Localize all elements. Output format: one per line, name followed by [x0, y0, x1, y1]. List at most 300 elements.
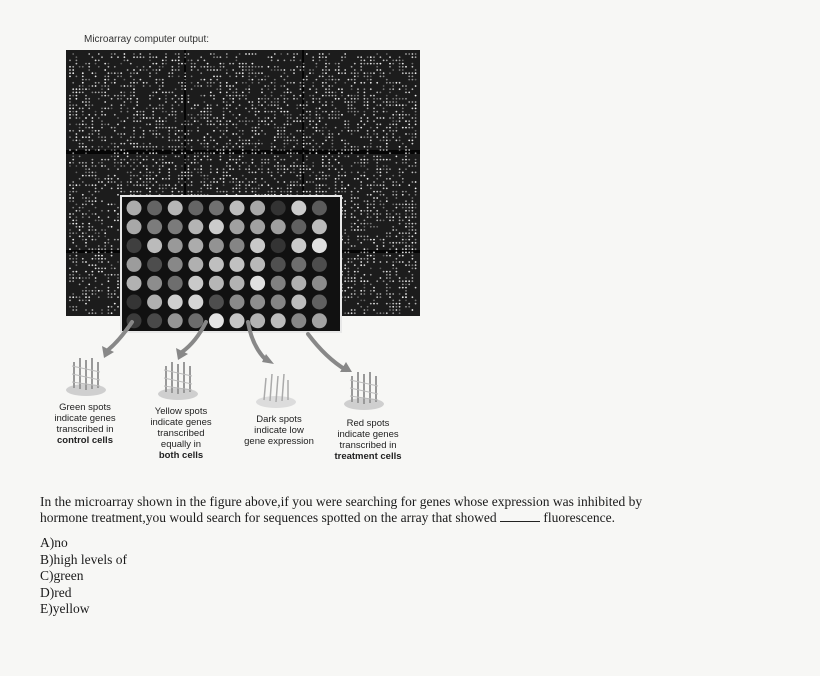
array-spot — [69, 66, 71, 68]
array-spot — [188, 143, 190, 145]
array-spot — [184, 124, 186, 126]
array-spot — [130, 63, 132, 65]
array-spot — [405, 216, 407, 218]
array-spot — [108, 239, 110, 241]
array-spot — [120, 98, 122, 100]
array-spot — [300, 69, 302, 71]
array-spot — [204, 117, 206, 119]
array-spot — [213, 117, 215, 119]
array-spot — [354, 280, 356, 282]
array-spot — [101, 258, 103, 260]
array-spot — [284, 191, 286, 193]
array-spot — [408, 114, 410, 116]
array-spot — [328, 76, 330, 78]
array-spot — [200, 124, 202, 126]
array-spot — [114, 210, 116, 212]
array-spot — [396, 194, 398, 196]
array-spot — [197, 85, 199, 87]
array-spot — [325, 104, 327, 106]
array-spot — [95, 277, 97, 279]
array-spot — [213, 140, 215, 142]
array-spot — [79, 277, 81, 279]
array-spot — [200, 175, 202, 177]
array-spot — [226, 130, 228, 132]
array-spot — [264, 95, 266, 97]
array-spot — [290, 92, 292, 94]
array-spot — [136, 156, 138, 158]
zoom-spot — [209, 295, 224, 310]
array-spot — [293, 165, 295, 167]
array-spot — [383, 181, 385, 183]
array-spot — [373, 63, 375, 65]
array-spot — [114, 152, 116, 154]
array-spot — [159, 108, 161, 110]
caption-bold: treatment cells — [334, 451, 402, 462]
array-spot — [172, 152, 174, 154]
array-spot — [104, 178, 106, 180]
array-spot — [306, 156, 308, 158]
question-line-2 — [40, 510, 780, 526]
array-spot — [380, 296, 382, 298]
array-spot — [72, 258, 74, 260]
array-spot — [72, 309, 74, 311]
array-spot — [408, 184, 410, 186]
array-spot — [69, 274, 71, 276]
array-spot — [335, 82, 337, 84]
array-spot — [248, 79, 250, 81]
array-spot — [88, 229, 90, 231]
array-spot — [210, 85, 212, 87]
array-spot — [104, 82, 106, 84]
array-spot — [248, 76, 250, 78]
array-spot — [162, 178, 164, 180]
array-spot — [104, 165, 106, 167]
array-spot — [255, 127, 257, 129]
array-spot — [399, 56, 401, 58]
array-spot — [380, 124, 382, 126]
array-spot — [159, 168, 161, 170]
array-spot — [117, 188, 119, 190]
array-spot — [140, 69, 142, 71]
array-spot — [104, 76, 106, 78]
zoom-spot — [127, 313, 142, 328]
array-spot — [213, 181, 215, 183]
array-spot — [242, 69, 244, 71]
array-spot — [396, 98, 398, 100]
array-spot — [178, 130, 180, 132]
array-spot — [191, 172, 193, 174]
array-spot — [412, 133, 414, 135]
array-spot — [232, 92, 234, 94]
array-spot — [111, 268, 113, 270]
option-b[interactable]: B)high levels of — [40, 551, 127, 567]
array-spot — [376, 133, 378, 135]
array-spot — [229, 63, 231, 65]
array-spot — [402, 72, 404, 74]
array-spot — [245, 120, 247, 122]
array-spot — [200, 159, 202, 161]
array-spot — [415, 207, 417, 209]
array-spot — [178, 104, 180, 106]
array-spot — [114, 181, 116, 183]
array-spot — [303, 79, 305, 81]
array-spot — [322, 72, 324, 74]
array-spot — [197, 191, 199, 193]
array-spot — [152, 184, 154, 186]
array-spot — [386, 178, 388, 180]
array-spot — [146, 168, 148, 170]
array-spot — [204, 156, 206, 158]
array-spot — [213, 76, 215, 78]
array-spot — [399, 242, 401, 244]
array-spot — [405, 146, 407, 148]
array-spot — [255, 191, 257, 193]
array-spot — [357, 197, 359, 199]
array-spot — [389, 213, 391, 215]
array-spot — [376, 111, 378, 113]
array-spot — [216, 181, 218, 183]
array-spot — [389, 296, 391, 298]
array-spot — [239, 191, 241, 193]
array-spot — [386, 252, 388, 254]
array-spot — [172, 76, 174, 78]
array-spot — [373, 242, 375, 244]
array-spot — [415, 204, 417, 206]
array-spot — [348, 79, 350, 81]
array-spot — [127, 181, 129, 183]
array-spot — [392, 264, 394, 266]
array-spot — [200, 111, 202, 113]
array-spot — [245, 82, 247, 84]
array-spot — [114, 239, 116, 241]
array-spot — [143, 152, 145, 154]
array-spot — [117, 248, 119, 250]
array-spot — [386, 101, 388, 103]
array-spot — [108, 76, 110, 78]
array-spot — [309, 143, 311, 145]
array-spot — [380, 76, 382, 78]
array-spot — [191, 162, 193, 164]
array-spot — [351, 101, 353, 103]
array-spot — [383, 140, 385, 142]
array-spot — [79, 162, 81, 164]
array-spot — [69, 95, 71, 97]
array-spot — [316, 184, 318, 186]
array-spot — [370, 95, 372, 97]
zoom-spot — [271, 276, 286, 291]
array-spot — [255, 146, 257, 148]
array-spot — [98, 130, 100, 132]
array-spot — [412, 216, 414, 218]
array-spot — [82, 92, 84, 94]
array-spot — [415, 72, 417, 74]
array-spot — [248, 120, 250, 122]
array-spot — [405, 53, 407, 55]
array-spot — [152, 95, 154, 97]
array-spot — [188, 168, 190, 170]
array-spot — [152, 108, 154, 110]
array-spot — [402, 104, 404, 106]
array-spot — [328, 136, 330, 138]
array-spot — [82, 175, 84, 177]
array-spot — [412, 79, 414, 81]
array-spot — [136, 146, 138, 148]
array-spot — [396, 271, 398, 273]
array-spot — [370, 255, 372, 257]
array-spot — [226, 82, 228, 84]
array-spot — [328, 69, 330, 71]
array-spot — [242, 72, 244, 74]
array-spot — [85, 245, 87, 247]
array-spot — [226, 124, 228, 126]
array-spot — [344, 140, 346, 142]
array-spot — [120, 181, 122, 183]
array-spot — [258, 149, 260, 151]
array-spot — [226, 72, 228, 74]
array-spot — [178, 69, 180, 71]
array-spot — [76, 277, 78, 279]
zoom-spot — [127, 276, 142, 291]
array-spot — [95, 280, 97, 282]
answer-blank — [500, 511, 540, 522]
array-spot — [92, 117, 94, 119]
array-spot — [98, 252, 100, 254]
array-spot — [204, 152, 206, 154]
array-spot — [184, 175, 186, 177]
array-spot — [335, 184, 337, 186]
array-spot — [386, 293, 388, 295]
caption-line: gene expression — [244, 436, 314, 447]
array-spot — [76, 223, 78, 225]
array-spot — [338, 72, 340, 74]
array-spot — [152, 111, 154, 113]
array-spot — [341, 140, 343, 142]
array-spot — [274, 178, 276, 180]
array-spot — [252, 152, 254, 154]
array-spot — [165, 56, 167, 58]
array-spot — [95, 72, 97, 74]
array-spot — [258, 168, 260, 170]
array-spot — [325, 184, 327, 186]
array-spot — [133, 108, 135, 110]
array-spot — [175, 120, 177, 122]
option-a[interactable]: A)no — [40, 535, 68, 550]
array-spot — [124, 101, 126, 103]
array-spot — [386, 210, 388, 212]
array-spot — [172, 98, 174, 100]
array-spot — [392, 268, 394, 270]
array-spot — [101, 271, 103, 273]
array-spot — [296, 140, 298, 142]
array-spot — [168, 175, 170, 177]
array-spot — [114, 293, 116, 295]
array-spot — [152, 63, 154, 65]
array-spot — [322, 184, 324, 186]
array-spot — [232, 181, 234, 183]
array-spot — [316, 143, 318, 145]
array-spot — [383, 255, 385, 257]
array-spot — [252, 104, 254, 106]
array-spot — [325, 79, 327, 81]
array-spot — [405, 306, 407, 308]
array-spot — [114, 268, 116, 270]
array-spot — [149, 143, 151, 145]
array-spot — [255, 53, 257, 55]
array-spot — [104, 79, 106, 81]
array-spot — [108, 95, 110, 97]
array-spot — [344, 149, 346, 151]
array-spot — [341, 152, 343, 154]
array-spot — [124, 60, 126, 62]
array-spot — [159, 79, 161, 81]
array-spot — [303, 136, 305, 138]
arrow-red — [308, 334, 346, 370]
array-spot — [370, 293, 372, 295]
array-spot — [130, 101, 132, 103]
array-spot — [335, 149, 337, 151]
array-spot — [216, 188, 218, 190]
array-spot — [82, 290, 84, 292]
array-spot — [274, 82, 276, 84]
question-line-1: In the microarray shown in the figure above,if you were searching for genes whose expression was inhibited by — [40, 494, 643, 509]
array-spot — [354, 312, 356, 314]
array-spot — [380, 172, 382, 174]
array-spot — [210, 165, 212, 167]
array-spot — [412, 76, 414, 78]
array-spot — [162, 162, 164, 164]
array-spot — [88, 140, 90, 142]
array-spot — [136, 56, 138, 58]
array-spot — [255, 152, 257, 154]
option-e[interactable]: E)yellow — [40, 601, 90, 616]
array-spot — [242, 66, 244, 68]
array-spot — [104, 95, 106, 97]
array-spot — [69, 197, 71, 199]
array-spot — [98, 268, 100, 270]
array-spot — [284, 140, 286, 142]
array-spot — [149, 191, 151, 193]
array-spot — [325, 111, 327, 113]
array-spot — [226, 175, 228, 177]
array-spot — [287, 188, 289, 190]
array-spot — [248, 143, 250, 145]
array-spot — [236, 184, 238, 186]
array-spot — [114, 146, 116, 148]
array-spot — [258, 101, 260, 103]
array-spot — [386, 197, 388, 199]
array-spot — [383, 271, 385, 273]
array-spot — [309, 117, 311, 119]
array-spot — [165, 95, 167, 97]
gene-probe-icon — [64, 352, 108, 398]
array-spot — [268, 168, 270, 170]
array-spot — [114, 79, 116, 81]
array-spot — [229, 95, 231, 97]
array-spot — [303, 92, 305, 94]
array-spot — [370, 194, 372, 196]
array-spot — [303, 162, 305, 164]
array-spot — [92, 274, 94, 276]
array-spot — [232, 152, 234, 154]
array-spot — [296, 143, 298, 145]
array-spot — [412, 207, 414, 209]
array-spot — [300, 114, 302, 116]
array-spot — [392, 312, 394, 314]
option-d[interactable]: D)red — [40, 584, 72, 600]
array-spot — [255, 133, 257, 135]
array-spot — [415, 101, 417, 103]
array-spot — [360, 60, 362, 62]
array-spot — [357, 271, 359, 273]
array-spot — [348, 184, 350, 186]
array-spot — [338, 175, 340, 177]
array-spot — [248, 140, 250, 142]
array-spot — [290, 191, 292, 193]
array-spot — [79, 226, 81, 228]
array-spot — [402, 194, 404, 196]
array-spot — [82, 277, 84, 279]
array-spot — [392, 85, 394, 87]
array-spot — [197, 114, 199, 116]
array-spot — [383, 101, 385, 103]
array-spot — [354, 101, 356, 103]
array-spot — [191, 191, 193, 193]
array-spot — [207, 69, 209, 71]
array-spot — [373, 207, 375, 209]
array-spot — [357, 239, 359, 241]
array-spot — [402, 220, 404, 222]
array-spot — [351, 149, 353, 151]
array-spot — [72, 82, 74, 84]
array-spot — [319, 191, 321, 193]
array-spot — [348, 236, 350, 238]
array-spot — [360, 277, 362, 279]
array-spot — [405, 88, 407, 90]
array-spot — [79, 85, 81, 87]
array-spot — [156, 120, 158, 122]
array-spot — [79, 300, 81, 302]
array-spot — [341, 184, 343, 186]
array-spot — [367, 309, 369, 311]
option-c[interactable]: C)green — [40, 568, 84, 583]
array-spot — [405, 98, 407, 100]
array-spot — [309, 152, 311, 154]
array-spot — [354, 130, 356, 132]
array-spot — [184, 72, 186, 74]
array-spot — [367, 104, 369, 106]
array-spot — [351, 146, 353, 148]
array-spot — [200, 72, 202, 74]
array-spot — [364, 280, 366, 282]
array-spot — [392, 280, 394, 282]
array-spot — [408, 223, 410, 225]
array-spot — [389, 101, 391, 103]
array-spot — [284, 146, 286, 148]
array-spot — [255, 188, 257, 190]
array-spot — [296, 53, 298, 55]
array-spot — [252, 120, 254, 122]
array-spot — [124, 191, 126, 193]
array-spot — [399, 306, 401, 308]
array-spot — [341, 95, 343, 97]
array-spot — [207, 188, 209, 190]
array-spot — [354, 293, 356, 295]
array-spot — [223, 63, 225, 65]
array-spot — [322, 149, 324, 151]
array-spot — [72, 72, 74, 74]
array-spot — [114, 309, 116, 311]
array-spot — [264, 98, 266, 100]
